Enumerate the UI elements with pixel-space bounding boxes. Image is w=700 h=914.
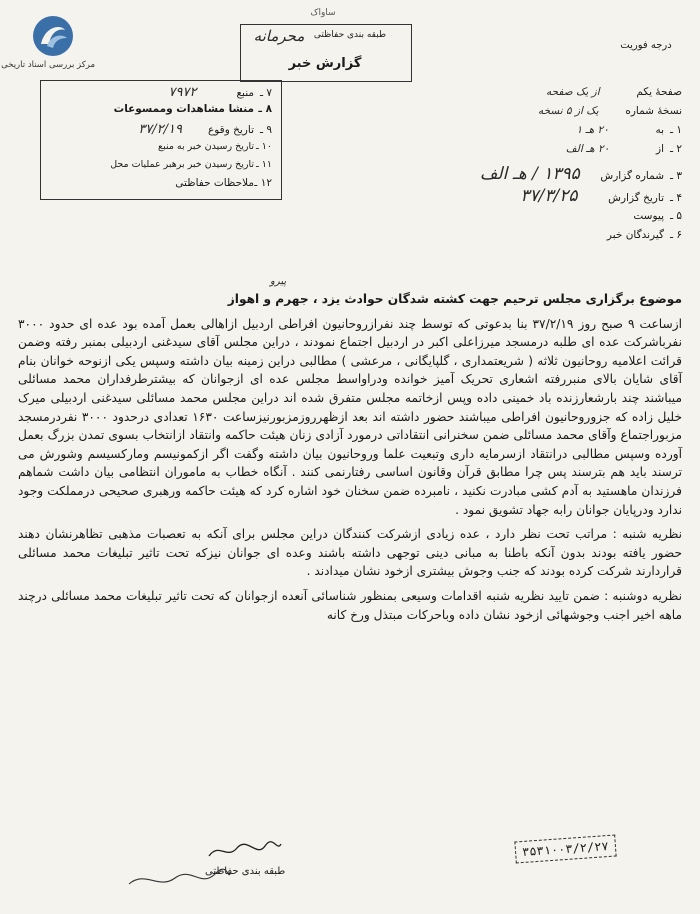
meta-report-date: ۴ ـتاریخ گزارش ۳۷/۳/۲۵ xyxy=(520,186,682,206)
meta-security-notes: ۱۲ ـملاحظات حفاظتی xyxy=(175,177,272,189)
classification-value: محرمانه xyxy=(253,27,305,45)
signature-scribble-2 xyxy=(125,864,235,894)
report-body xyxy=(18,290,682,630)
body-opinion-monday: نظریه دوشنبه : ضمن تایید نظریه شنبه اقدامات وسیعی بمنظور شناسائی آنعده ازجوانان که تحت تاثیر تبلیغات محمد مسائلی درچند ماهه اخیر اجنب وجوشهائی ازخود نشان داده وباحرکات مبتذل ورخ کانه xyxy=(18,588,682,622)
body-opinion-saturday: نظریه شنبه : مراتب تحت نظر دارد ، عده زیادی ازشرکت کنندگان دراین مجلس برای آنکه به تعصبات مذهبی تظاهرنشان دهند حضور یافته بودند بدون آنکه باطنا به مبانی دینی توجهی داشته باشند وعده ای جوانان نیزکه تحت تاثیر تبلیغات محمد مسائلی قراردارند شرکت کرده بودند که جنب وجوش بیشتری ازخود نشان میدادند . xyxy=(18,527,682,579)
report-title: گزارش خبر xyxy=(288,56,362,71)
meta-recipients: ۶ ـگیرندگان خبر xyxy=(606,229,682,241)
meta-origin: ۸ ـمنشا مشاهدات وممسوعات xyxy=(113,103,272,115)
meta-from: ۲ ـاز ۲۰ هـ الف xyxy=(565,143,682,155)
body-subject: موضوع برگزاری مجلس ترحیم جهت کشته شدگان حوادث یزد ، جهرم و اهواز xyxy=(227,292,682,306)
meta-attachment: ۵ ـپیوست xyxy=(633,210,682,222)
priority-label: درجه فوریت xyxy=(620,40,672,51)
signature-label: طبقه بندی حفاظتی xyxy=(205,866,286,877)
meta-source: ۷ ـمنبع۷۹۷۲ xyxy=(168,85,272,100)
handwritten-note: پیرو xyxy=(270,276,287,287)
body-paragraph-1: ازساعت ۹ صبح روز ۳۷/۲/۱۹ بنا بدعوتی که توسط چند نفرازروحانیون افراطی اردبیل ازاهالی بعمل آمده بود عده ای حدود ۳۰۰۰ نفرباشرکت عده ای طلبه درمسجد میرزاعلی اکبر در اردبیل اجتماع نمودند ، دراین مجلس آقای سیدغنی اردبیلی بمنبر رفته وضمن قرائت اعلامیه روحانیون ثلاثه ( شریعتمداری ، گلپایگانی ، مرعشی ) مطالبی دراین زمینه بیان داشته وسپس یکی ازنوحه خوانان بنام آقای شایان بالای منبررفته اشعاری تحریک آمیز خوانده ودراواسط مجلس عده ای ازجوانان که بیشترطرفداران محمد مسائلی میباشند چند بارشعارزنده باد خمینی داده وپس ازخاتمه مجلس متفرق شده اند دراین مجلس محمد مسائلی سیدغنی اردبیلی میرک خلیل زاده که جزوروحانیون افراطی میباشند حضور داشته اند بعد ازظهرروزمزبورنیزساعت ۱۶۳۰ تعدادی درحدود ۳۰۰۰ نفردرمسجد مزبوراجتماع وآقای محمد مسائلی ضمن سخنرانی انتقاداتی درمورد آزادی زنان هیئت حاکمه وانتقاد ازانتخاب بسوی تمدن بزرگ بعمل آورده وسپس مطالبی درانتقاد ازسرمایه داری وتبعیت علما وروحانیون بیان داشته وگفت اگر ازکمونیسم ومارکسیسم وشورش می ترسند باید هم بترسند پس چرا مطابق قرآن وقانون اساسی رفتارنمی کنند . آنگاه خطاب به ماموران انتظامی بیان داشت شماهم فرزندان ماهستید به آدم کشی مبادرت نکنید ، نامبرده ضمن سخنان خود اشاره کرد که هیئت حاکمه ورهبری صحیحی درمملکت وجود ندارد ودرپایان جوانان رابه جهاد تشویق نمود . xyxy=(18,316,682,517)
archive-stamp: ۳۵۳۱۰۰۳/۲/۲۷ xyxy=(514,835,616,864)
header-top-line: ساواک xyxy=(310,8,336,18)
meta-news-to-source: ۱۰ ـتاریخ رسیدن خبر به منبع xyxy=(158,141,272,152)
archive-logo xyxy=(1,14,95,70)
meta-to: ۱ ـبه ۲۰ هـ ۱ xyxy=(576,124,682,136)
meta-page: صفحهٔ یکم از یک صفحه xyxy=(546,86,682,98)
signature-scribble xyxy=(205,838,285,862)
logo-text: مرکز بررسی اسناد تاریخی xyxy=(1,60,95,70)
meta-event-date: ۹ ـتاریخ وقوع۳۷/۲/۱۹ xyxy=(138,122,272,137)
archive-logo-icon xyxy=(31,14,75,58)
meta-copy-number: نسخهٔ شماره یک از ۵ نسخه xyxy=(537,105,682,117)
classification-label: طبقه بندی حفاظتی xyxy=(313,30,387,40)
meta-report-number: ۳ ـشماره گزارش ۱۳۹۵ / هـ الف xyxy=(479,164,682,184)
meta-news-to-leader: ۱۱ ـتاریخ رسیدن خبر برهبر عملیات محل xyxy=(110,159,272,170)
